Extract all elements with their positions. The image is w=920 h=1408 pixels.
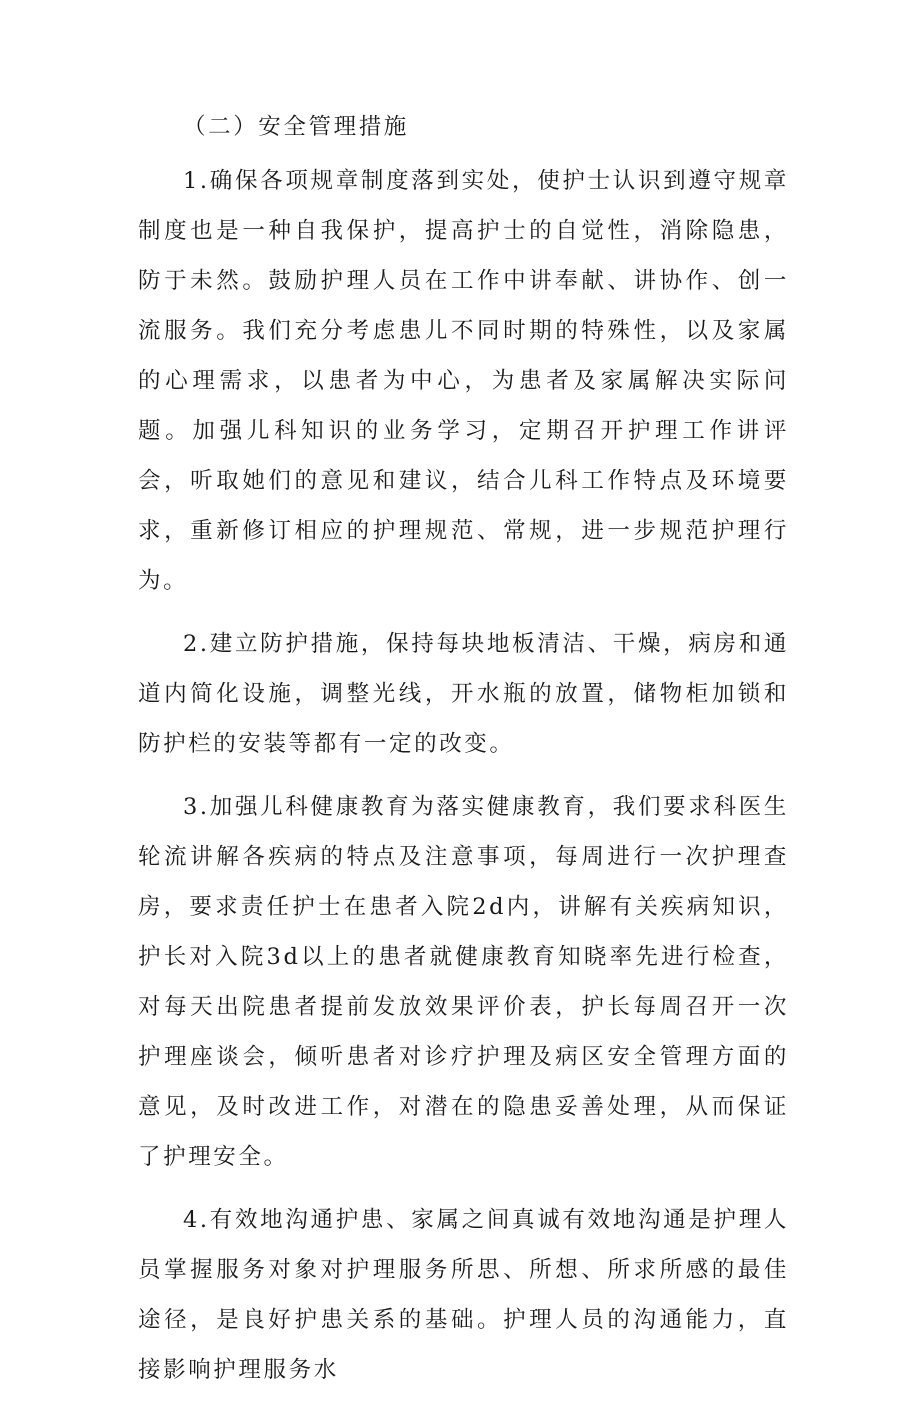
paragraph-1: 1.确保各项规章制度落到实处，使护士认识到遵守规章制度也是一种自我保护，提高护士的自觉性，消除隐患，防于未然。鼓励护理人员在工作中讲奉献、讲协作、创一流服务。我们充分考虑患儿不同时期的特殊性，以及家属的心理需求，以患者为中心，为患者及家属解决实际问题。加强儿科知识的业务学习，定期召开护理工作讲评会，听取她们的意见和建议，结合儿科工作特点及环境要求，重新修订相应的护理规范、常规，进一步规范护理行为。 bbox=[138, 168, 789, 594]
paragraph-2: 2.建立防护措施，保持每块地板清洁、干燥，病房和通道内简化设施，调整光线，开水瓶的放置，储物柜加锁和防护栏的安装等都有一定的改变。 bbox=[138, 631, 789, 757]
section-heading: （二）安全管理措施 bbox=[183, 114, 409, 140]
document-page bbox=[138, 102, 789, 1408]
paragraph-4: 4.有效地沟通护患、家属之间真诚有效地沟通是护理人员掌握服务对象对护理服务所思、所想、所求所感的最佳途径，是良好护患关系的基础。护理人员的沟通能力，直接影响护理服务水 bbox=[138, 1207, 789, 1383]
paragraph-3: 3.加强儿科健康教育为落实健康教育，我们要求科医生轮流讲解各疾病的特点及注意事项，每周进行一次护理查房，要求责任护士在患者入院2d内，讲解有关疾病知识，护长对入院3d以上的患者就健康教育知晓率先进行检查，对每天出院患者提前发放效果评价表，护长每周召开一次护理座谈会，倾听患者对诊疗护理及病区安全管理方面的意见，及时改进工作，对潜在的隐患妥善处理，从而保证了护理安全。 bbox=[138, 794, 789, 1170]
